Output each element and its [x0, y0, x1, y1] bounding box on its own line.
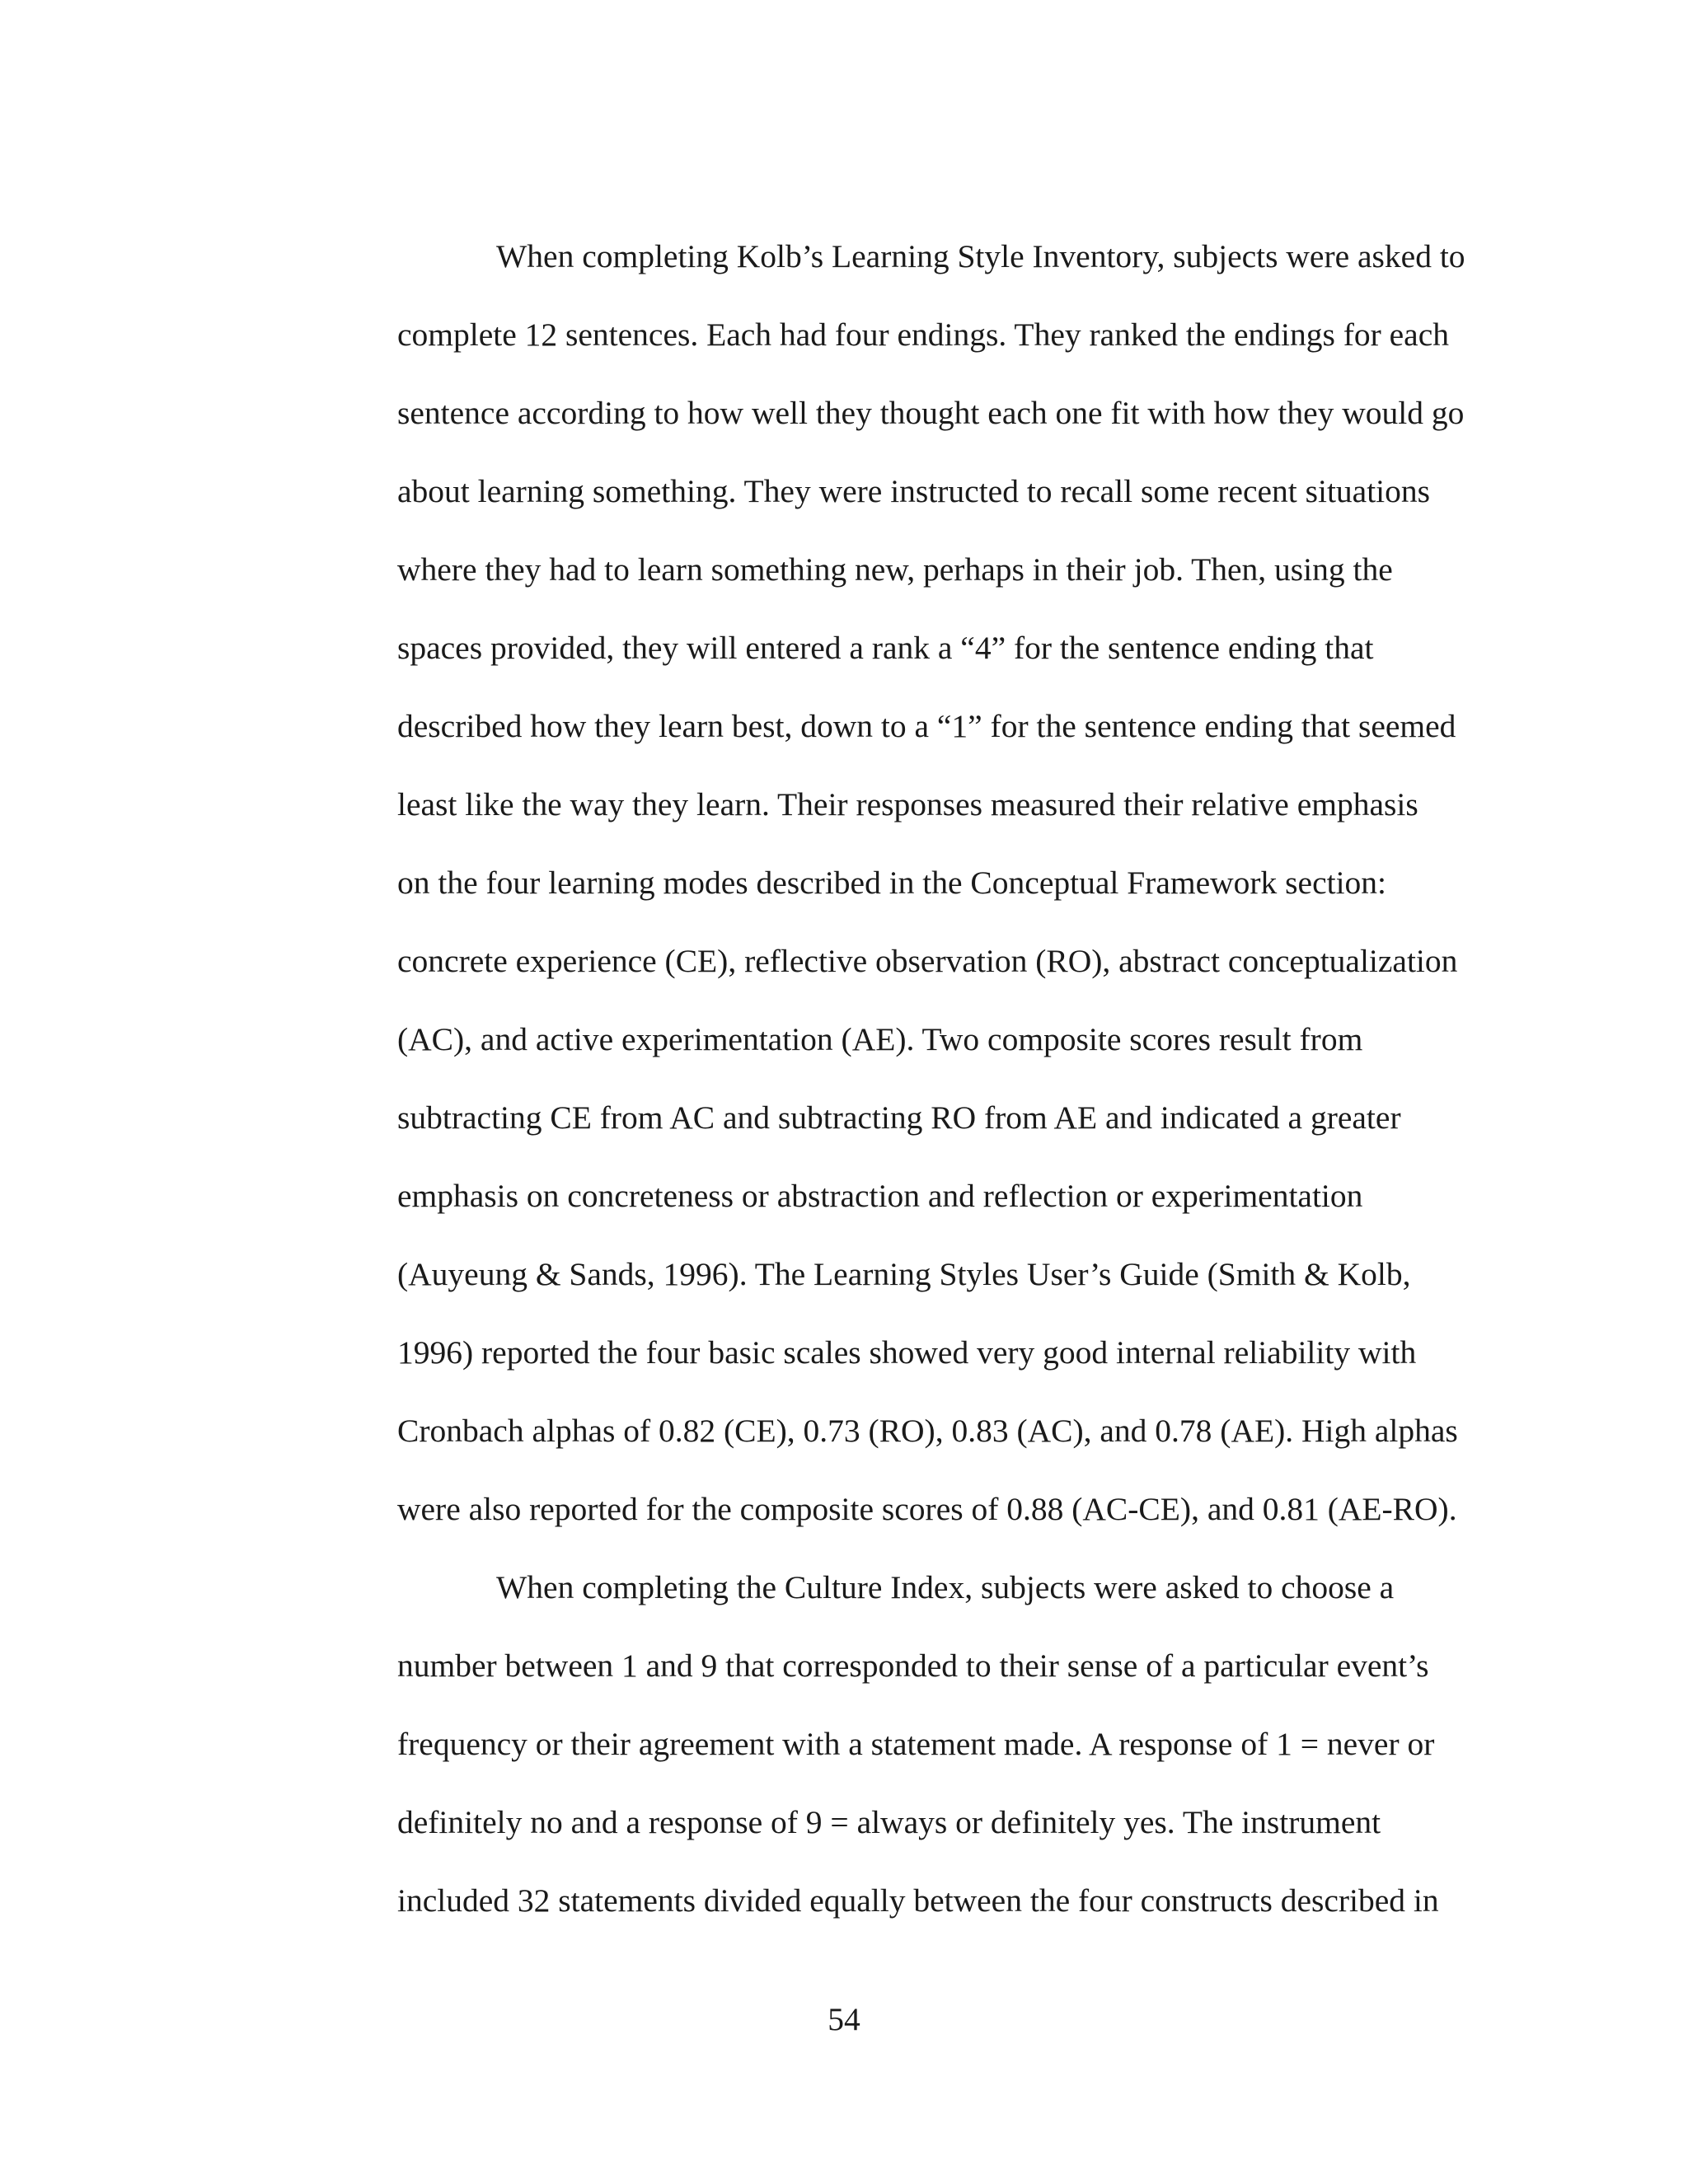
text-line: about learning something. They were instructed to recall some recent situations	[397, 473, 1431, 509]
text-line: were also reported for the composite scores of 0.88 (AC-CE), and 0.81 (AE-RO).	[397, 1491, 1457, 1527]
text-line: described how they learn best, down to a “1” for the sentence ending that seemed	[397, 708, 1456, 744]
text-line: sentence according to how well they thought each one fit with how they would go	[397, 395, 1465, 431]
text-line: number between 1 and 9 that corresponded to their sense of a particular event’s	[397, 1647, 1429, 1684]
text-line: Cronbach alphas of 0.82 (CE), 0.73 (RO), 0.83 (AC), and 0.78 (AE). High alphas	[397, 1413, 1458, 1449]
text-line: emphasis on concreteness or abstraction and reflection or experimentation	[397, 1178, 1363, 1214]
text-line: concrete experience (CE), reflective observation (RO), abstract conceptualization	[397, 943, 1458, 979]
paragraph-culture-index	[397, 1549, 1474, 1940]
body-text	[397, 218, 1474, 1940]
text-line: When completing the Culture Index, subjects were asked to choose a	[496, 1569, 1395, 1605]
text-line: subtracting CE from AC and subtracting RO from AE and indicated a greater	[397, 1099, 1401, 1136]
page-number: 54	[828, 2001, 860, 2037]
text-line: included 32 statements divided equally between the four constructs described in	[397, 1882, 1439, 1919]
text-line: frequency or their agreement with a statement made. A response of 1 = never or	[397, 1726, 1435, 1762]
text-line: (AC), and active experimentation (AE). Two composite scores result from	[397, 1021, 1363, 1057]
text-line: where they had to learn something new, perhaps in their job. Then, using the	[397, 551, 1393, 588]
text-line: When completing Kolb’s Learning Style Inventory, subjects were asked to	[496, 238, 1465, 274]
text-line: 1996) reported the four basic scales showed very good internal reliability with	[397, 1334, 1417, 1371]
text-line: complete 12 sentences. Each had four endings. They ranked the endings for each	[397, 316, 1449, 353]
paragraph-kolb-inventory	[397, 218, 1474, 1549]
text-line: on the four learning modes described in the Conceptual Framework section:	[397, 865, 1387, 901]
text-line: (Auyeung & Sands, 1996). The Learning Styles User’s Guide (Smith & Kolb,	[397, 1256, 1411, 1292]
text-line: spaces provided, they will entered a rank a “4” for the sentence ending that	[397, 630, 1374, 666]
text-line: definitely no and a response of 9 = always or definitely yes. The instrument	[397, 1804, 1381, 1840]
text-line: least like the way they learn. Their responses measured their relative emphasis	[397, 786, 1418, 823]
